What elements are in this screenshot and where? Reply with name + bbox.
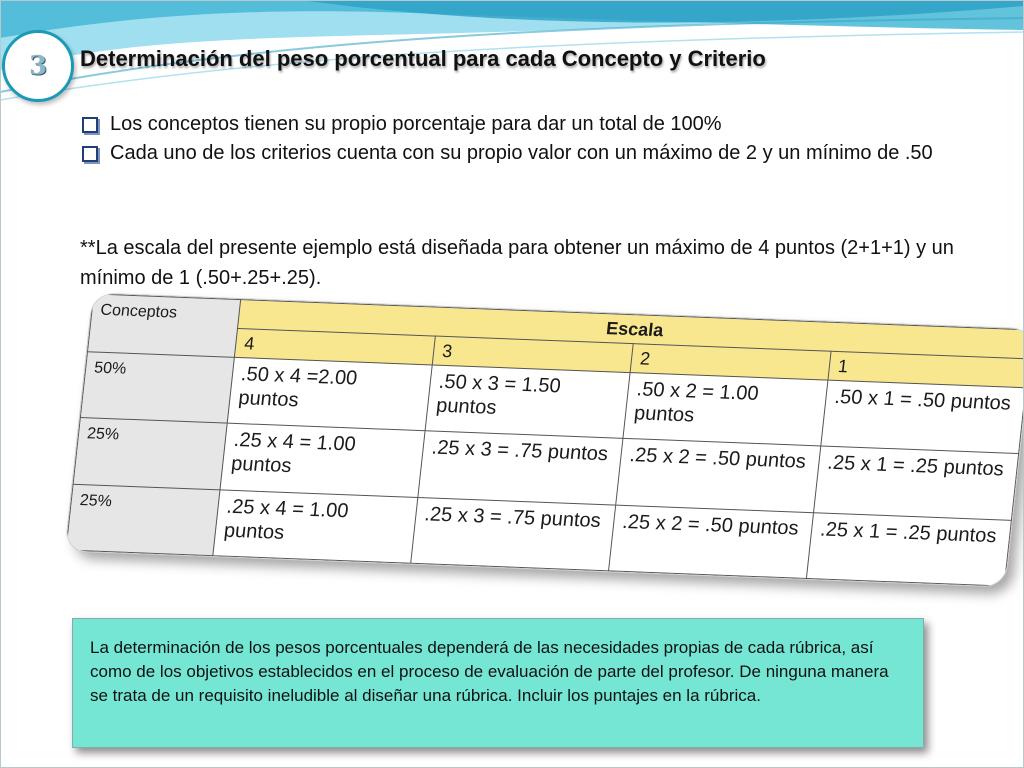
- rubric-table-image: [78, 301, 1024, 605]
- slide-number: 3: [28, 51, 48, 81]
- rubric-table: [65, 293, 1024, 586]
- checkbox-bullet-icon: [82, 117, 98, 133]
- level-header: 1: [828, 351, 1024, 388]
- checkbox-bullet-icon: [82, 146, 98, 162]
- conceptos-header: Conceptos: [87, 294, 240, 357]
- escala-header: Escala: [238, 300, 1024, 359]
- scale-note: **La escala del presente ejemplo está diseñada para obtener un máximo de 4 puntos (2+1+1) y un mínimo de 1 (.50+.25+.25).: [80, 237, 954, 289]
- slide-title: Determinación del peso porcentual para cada Concepto y Criterio: [80, 46, 766, 71]
- bullet-item: [80, 110, 990, 139]
- level-header: 3: [432, 336, 633, 373]
- level-header: 4: [234, 328, 435, 365]
- table-cell: .25 x 3 = .75 puntos: [411, 497, 616, 571]
- table-cell: .25 x 1 = .25 puntos: [814, 446, 1019, 520]
- table-cell: .25 x 4 = 1.00 puntos: [213, 490, 418, 564]
- bullet-list: [80, 110, 990, 168]
- slide-number-badge: [2, 30, 74, 102]
- table-cell: .50 x 1 = .50 puntos: [821, 380, 1024, 454]
- concept-weight: 25%: [66, 484, 220, 556]
- concept-weight: 25%: [73, 418, 227, 490]
- level-header: 2: [630, 344, 831, 381]
- table-cell: .25 x 2 = .50 puntos: [609, 505, 814, 579]
- table-cell: .25 x 2 = .50 puntos: [616, 439, 821, 513]
- table-card: [64, 292, 1024, 587]
- bullet-text: Los conceptos tienen su propio porcentaje para dar un total de 100%: [110, 113, 722, 135]
- table-cell: .25 x 3 = .75 puntos: [418, 431, 623, 505]
- bullet-text: Cada uno de los criterios cuenta con su propio valor con un máximo de 2 y un mínimo de .50: [110, 142, 933, 164]
- bullet-item: [80, 139, 990, 168]
- concept-weight: 50%: [80, 352, 234, 424]
- table-cell: .50 x 3 = 1.50 puntos: [425, 365, 630, 439]
- table-cell: .50 x 2 = 1.00 puntos: [623, 373, 828, 447]
- callout-text: La determinación de los pesos porcentuales dependerá de las necesidades propias de cada rúbrica, así como de los objetivos establecidos en el proceso de evaluación de parte del profesor. De ninguna manera se trata de un requisito ineludible al diseñar una rúbrica. Incluir los puntajes en la rúbrica.: [90, 638, 889, 705]
- table-cell: .50 x 4 =2.00 puntos: [227, 357, 432, 431]
- table-cell: .25 x 4 = 1.00 puntos: [220, 423, 425, 497]
- table-cell: .25 x 1 = .25 puntos: [806, 512, 1011, 586]
